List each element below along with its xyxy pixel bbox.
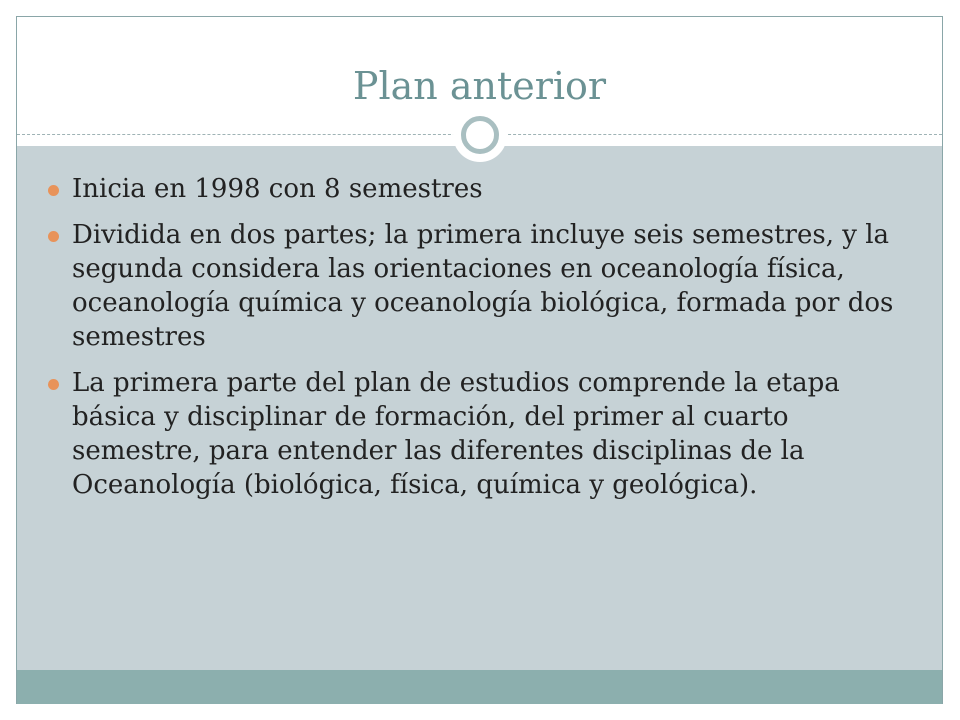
bullet-item xyxy=(48,366,918,502)
bullet-text: Dividida en dos partes; la primera incluye seis semestres, y la segunda considera las orientaciones en oceanología física, oceanología química y oceanología biológica, formada por dos semestres xyxy=(72,220,894,352)
ring-inner xyxy=(461,116,499,154)
bullet-text: Inicia en 1998 con 8 semestres xyxy=(72,174,483,204)
ring-ornament-icon xyxy=(453,108,507,162)
bullet-text: La primera parte del plan de estudios comprende la etapa básica y disciplinar de formación, del primer al cuarto semestre, para entender las diferentes disciplinas de la Oceanología (biológica, física, química y geológica). xyxy=(72,368,840,500)
bullet-item xyxy=(48,218,918,354)
bullet-marker-icon xyxy=(48,185,59,196)
bullet-list xyxy=(48,172,918,514)
bullet-marker-icon xyxy=(48,379,59,390)
bullet-item xyxy=(48,172,918,206)
footer-band xyxy=(17,670,942,704)
slide-title: Plan anterior xyxy=(352,64,607,108)
bullet-marker-icon xyxy=(48,231,59,242)
